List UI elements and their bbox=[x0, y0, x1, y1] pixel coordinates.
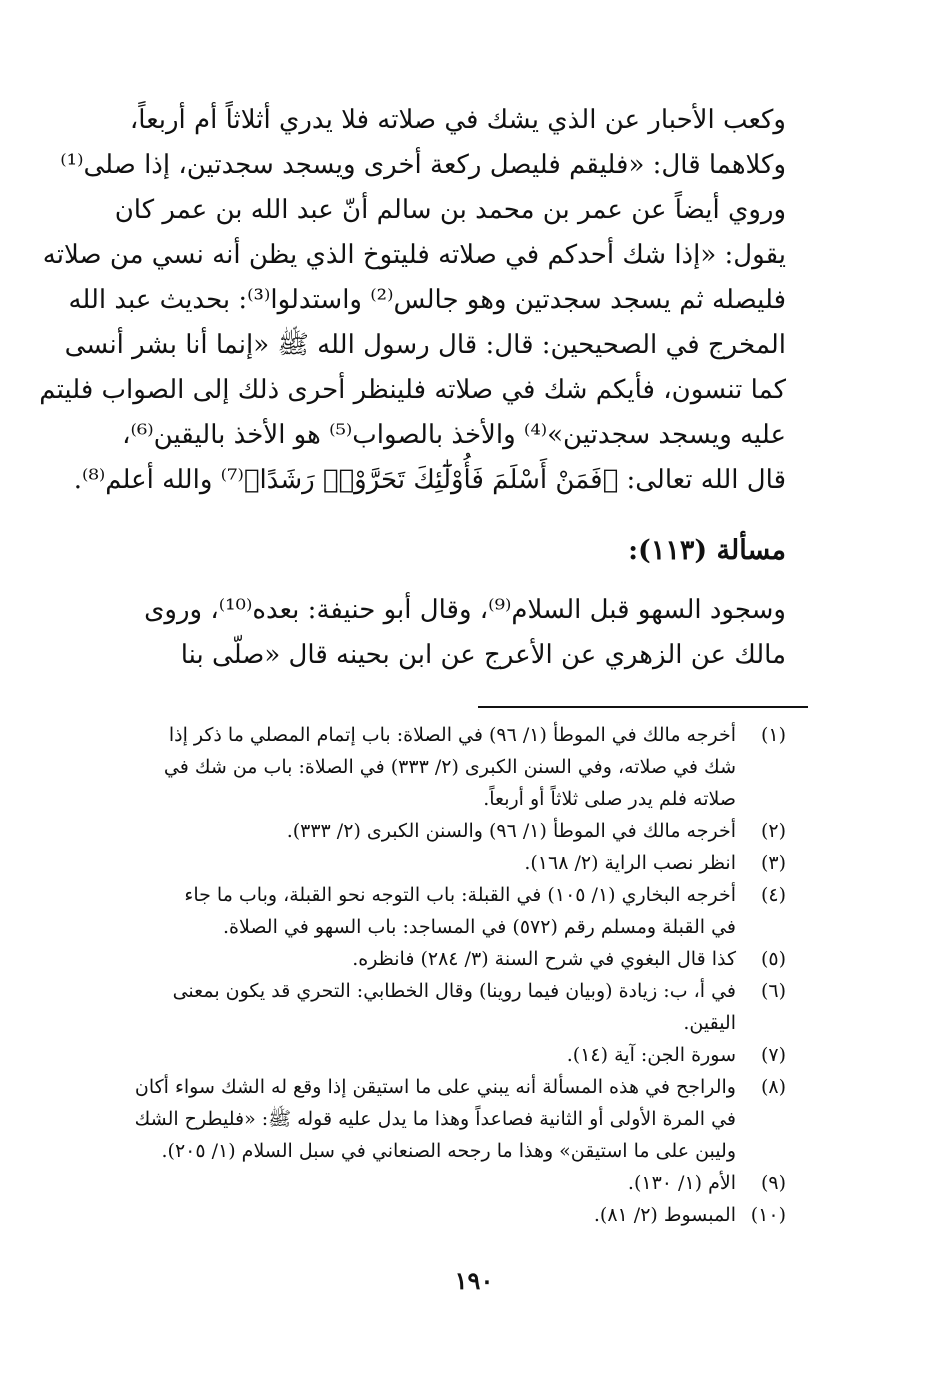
footnote-text bbox=[138, 719, 736, 815]
footnote-line: في المرة الأولى أو الثانية فصاعداً وهذا ما يدل عليه قوله ﷺ: «فليطرح الشك bbox=[134, 1108, 736, 1130]
footnote-number: (٧) bbox=[760, 1044, 786, 1066]
text-line: وروي أيضاً عن عمر بن محمد بن سالم أنّ عبد الله بن عمر كان bbox=[114, 195, 786, 225]
footnote-line: أخرجه البخاري (١/ ١٠٥) في القبلة: باب التوجه نحو القبلة، وباب ما جاء bbox=[184, 884, 736, 906]
footnote bbox=[138, 975, 786, 1039]
text-line: وكلاهما قال: «فليقم فليصل ركعة أخرى ويسجد سجدتين، إذا صلى⁽¹⁾ bbox=[60, 150, 786, 180]
text-line: المخرج في الصحيحين: قال: قال رسول الله ﷺ «إنما أنا بشر أنسى bbox=[64, 330, 786, 360]
footnotes bbox=[134, 719, 786, 1231]
footnote-text bbox=[138, 1039, 736, 1071]
footnote bbox=[138, 879, 786, 943]
footnote-line: كذا قال البغوي في شرح السنة (٣/ ٢٨٤) فانظره. bbox=[352, 948, 736, 970]
footnote-line: المبسوط (٢/ ٨١). bbox=[593, 1204, 736, 1226]
footnote-number: (٩) bbox=[760, 1172, 786, 1194]
footnote-line: أخرجه مالك في الموطأ (١/ ٩٦) والسنن الكبرى (٢/ ٣٣٣). bbox=[286, 820, 736, 842]
text-line: وكعب الأحبار عن الذي يشك في صلاته فلا يدري أثلاثاً أم أربعاً، bbox=[129, 105, 786, 135]
footnote-text bbox=[138, 1167, 736, 1199]
footnote-text bbox=[138, 975, 736, 1039]
footnote-number: (٥) bbox=[760, 948, 786, 970]
footnote-number: (٤) bbox=[760, 884, 786, 906]
main-text bbox=[39, 98, 786, 503]
footnote-line: صلاته فلم يدر صلى ثلاثاً أو أربعاً. bbox=[483, 788, 736, 810]
footnote-text bbox=[138, 1199, 736, 1231]
footnote-text bbox=[138, 847, 736, 879]
footnote-line: أخرجه مالك في الموطأ (١/ ٩٦) في الصلاة: باب إتمام المصلي ما ذكر إذا bbox=[168, 724, 736, 746]
text-line: كما تنسون، فأيكم شك في صلاته فلينظر أحرى ذلك إلى الصواب فليتم bbox=[39, 375, 786, 405]
footnote-text bbox=[138, 943, 736, 975]
footnote bbox=[138, 1199, 786, 1231]
footnote-number: (١٠) bbox=[750, 1204, 786, 1226]
footnote-text bbox=[138, 879, 736, 943]
footnote bbox=[138, 1039, 786, 1071]
footnote-line: انظر نصب الراية (٢/ ١٦٨). bbox=[524, 852, 736, 874]
footnote-line: سورة الجن: آية (١٤). bbox=[566, 1044, 736, 1066]
footnote-line: اليقين. bbox=[683, 1012, 736, 1034]
footnote-text bbox=[135, 1071, 736, 1167]
footnote bbox=[138, 1167, 786, 1199]
footnote bbox=[138, 847, 786, 879]
page-number: ١٩٠ bbox=[454, 1266, 494, 1295]
text-line: فليصله ثم يسجد سجدتين وهو جالس⁽²⁾ واستدلوا⁽³⁾: بحديث عبد الله bbox=[68, 285, 786, 315]
footnote bbox=[138, 815, 786, 847]
footnote bbox=[134, 1071, 786, 1167]
footnote-number: (٨) bbox=[760, 1076, 786, 1098]
footnote-number: (٣) bbox=[760, 852, 786, 874]
text-line: وسجود السهو قبل السلام⁽⁹⁾، وقال أبو حنيفة: بعده⁽¹⁰⁾، وروى bbox=[144, 595, 786, 625]
text-line: عليه ويسجد سجدتين»⁽⁴⁾ والأخذ بالصواب⁽⁵⁾ هو الأخذ باليقين⁽⁶⁾، bbox=[122, 420, 786, 450]
text-line: قال الله تعالى: ﴿فَمَنْ أَسْلَمَ فَأُوْلَٰٓئِكَ تَحَرَّوْا۟ رَشَدًا﴾⁽⁷⁾ والله أعلم⁽⁸⁾. bbox=[73, 465, 786, 495]
footnote bbox=[138, 943, 786, 975]
section-heading: مسألة (١١٣): bbox=[628, 535, 786, 566]
text-line: يقول: «إذا شك أحدكم في صلاته فليتوخ الذي يظن أنه نسي من صلاته bbox=[42, 240, 786, 270]
main-text-continued bbox=[138, 588, 786, 678]
footnote-line: في أ، ب: زيادة (وبيان فيما روينا) وقال الخطابي: التحري قد يكون بمعنى bbox=[172, 980, 736, 1002]
footnote-text bbox=[138, 815, 736, 847]
footnote-number: (٢) bbox=[760, 820, 786, 842]
footnote-line: وليبن على ما استيقن» وهذا ما رجحه الصنعاني في سبل السلام (١/ ٢٠٥). bbox=[161, 1140, 736, 1162]
footnote-number: (٦) bbox=[760, 980, 786, 1002]
footnote-divider bbox=[478, 706, 808, 708]
text-line: مالك عن الزهري عن الأعرج عن ابن بحينه قال «صلّى بنا bbox=[180, 640, 786, 670]
footnote-line: الأم (١/ ١٣٠). bbox=[627, 1172, 736, 1194]
footnote bbox=[138, 719, 786, 815]
footnote-number: (١) bbox=[760, 724, 786, 746]
footnote-line: والراجح في هذه المسألة أنه يبني على ما استيقن إذا وقع له الشك سواء أكان bbox=[134, 1076, 736, 1098]
footnote-line: في القبلة ومسلم رقم (٥٧٢) في المساجد: باب السهو في الصلاة. bbox=[223, 916, 736, 938]
footnote-line: شك في صلاته، وفي السنن الكبرى (٢/ ٣٣٣) في الصلاة: باب من شك في bbox=[163, 756, 736, 778]
